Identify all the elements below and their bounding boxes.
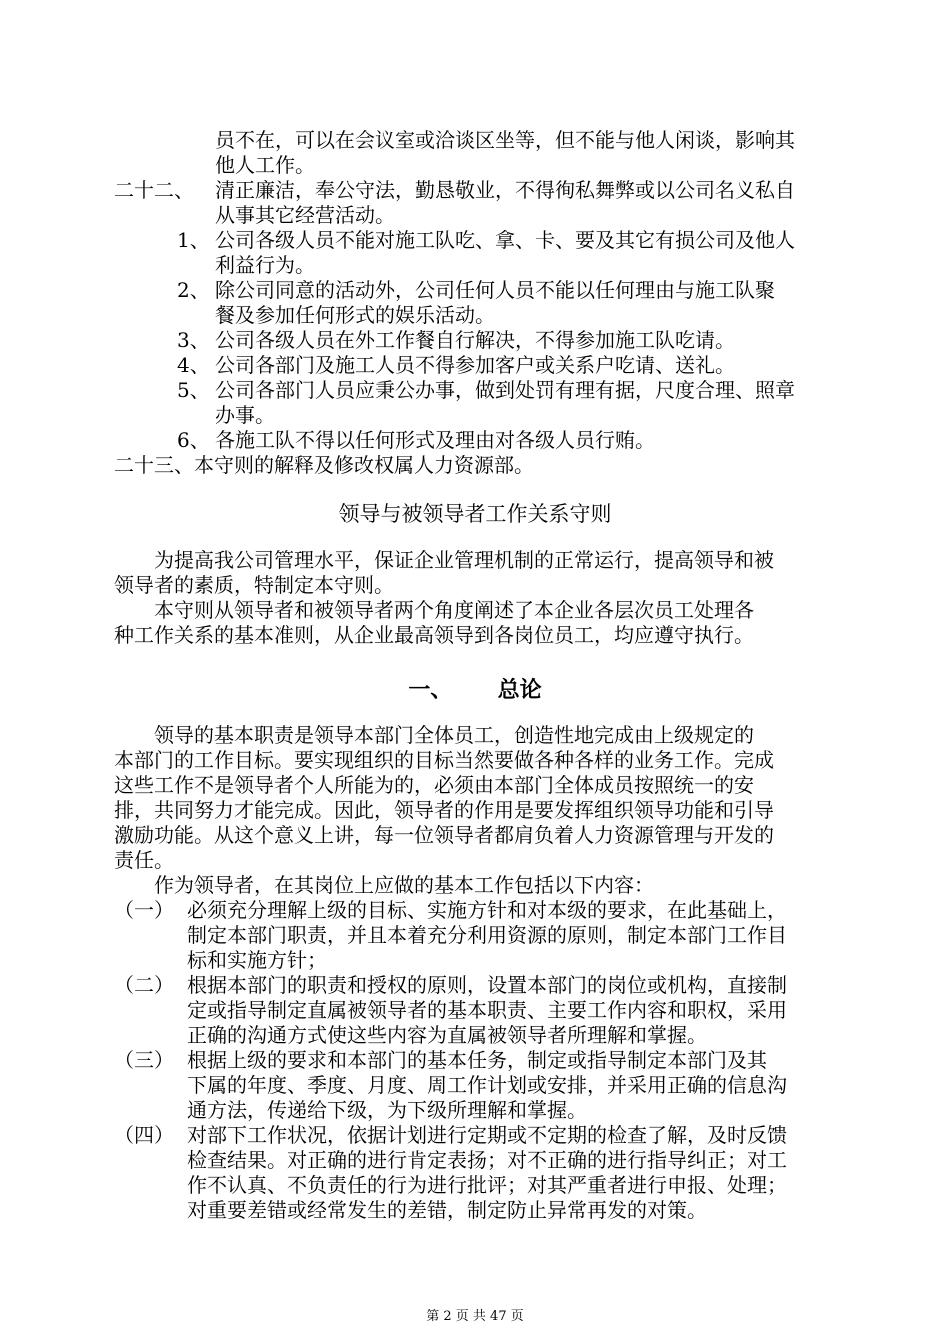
text-line: 公司各级人员不能对施工队吃、拿、卡、要及其它有损公司及他人 bbox=[215, 228, 795, 252]
text-line: 他人工作。 bbox=[215, 153, 315, 177]
duty-2 bbox=[187, 973, 787, 1048]
text-line: 标和实施方针； bbox=[187, 948, 327, 972]
text-line: 必须充分理解上级的目标、实施方针和对本级的要求，在此基础上， bbox=[187, 898, 787, 922]
text-line: 根据上级的要求和本部门的基本任务，制定或指导制定本部门及其 bbox=[187, 1048, 767, 1072]
duty-4 bbox=[187, 1123, 787, 1223]
text-line: 公司各部门及施工人员不得参加客户或关系户吃请、送礼。 bbox=[215, 353, 735, 377]
chapter-heading bbox=[0, 673, 950, 704]
text-line: 作不认真、不负责任的行为进行批评；对其严重者进行申报、处理； bbox=[187, 1173, 787, 1197]
text-line: 定或指导制定直属被领导者的基本职责、主要工作内容和职权，采用 bbox=[187, 998, 787, 1022]
duty-number: （一） bbox=[114, 898, 174, 922]
text-line: 对部下工作状况，依据计划进行定期或不定期的检查了解，及时反馈 bbox=[187, 1123, 787, 1147]
text-line: 领导的基本职责是领导本部门全体员工，创造性地完成由上级规定的 bbox=[154, 723, 754, 747]
text-line: 员不在，可以在会议室或洽谈区坐等，但不能与他人闲谈，影响其 bbox=[215, 128, 795, 152]
text-line: 公司各部门人员应秉公办事，做到处罚有理有据，尺度合理、照章 bbox=[215, 378, 795, 402]
text-line: 本守则从领导者和被领导者两个角度阐述了本企业各层次员工处理各 bbox=[154, 598, 754, 622]
text-line: 为提高我公司管理水平，保证企业管理机制的正常运行，提高领导和被 bbox=[154, 548, 774, 572]
subitem-number: 6、 bbox=[177, 428, 210, 452]
item-22-text bbox=[215, 178, 795, 228]
text-line: 二十三、本守则的解释及修改权属人力资源部。 bbox=[114, 453, 534, 477]
chapter-title: 总论 bbox=[497, 678, 542, 703]
text-line: 办事。 bbox=[215, 403, 275, 427]
text-line: 责任。 bbox=[114, 848, 174, 872]
duty-3 bbox=[187, 1048, 787, 1123]
duty-number: （四） bbox=[114, 1123, 174, 1147]
duties-intro bbox=[154, 873, 654, 898]
text-line: 作为领导者，在其岗位上应做的基本工作包括以下内容： bbox=[154, 873, 654, 897]
text-line: 排，共同努力才能完成。因此，领导者的作用是要发挥组织领导功能和引导 bbox=[114, 798, 774, 822]
continuation-text bbox=[215, 128, 795, 178]
duty-number: （三） bbox=[114, 1048, 174, 1072]
subitem-4 bbox=[215, 353, 735, 378]
text-line: 领导者的素质，特制定本守则。 bbox=[114, 573, 394, 597]
subitem-number: 5、 bbox=[177, 378, 210, 402]
text-line: 正确的沟通方式使这些内容为直属被领导者所理解和掌握。 bbox=[187, 1023, 707, 1047]
text-line: 对重要差错或经常发生的差错，制定防止异常再发的对策。 bbox=[187, 1198, 707, 1222]
subitem-number: 2、 bbox=[177, 278, 210, 302]
item-23 bbox=[114, 453, 534, 478]
text-line: 根据本部门的职责和授权的原则，设置本部门的岗位或机构，直接制 bbox=[187, 973, 787, 997]
text-line: 检查结果。对正确的进行肯定表扬；对不正确的进行指导纠正；对工 bbox=[187, 1148, 787, 1172]
text-line: 本部门的工作目标。要实现组织的目标当然要做各种各样的业务工作。完成 bbox=[114, 748, 774, 772]
text-line: 这些工作不是领导者个人所能为的，必须由本部门全体成员按照统一的安 bbox=[114, 773, 754, 797]
subitem-number: 3、 bbox=[177, 328, 210, 352]
text-line: 制定本部门职责，并且本着充分利用资源的原则，制定本部门工作目 bbox=[187, 923, 787, 947]
subitem-5 bbox=[215, 378, 795, 428]
subitem-1 bbox=[215, 228, 795, 278]
intro-paragraph-2 bbox=[114, 598, 754, 648]
section-title: 领导与被领导者工作关系守则 bbox=[338, 502, 612, 526]
text-line: 通方法，传递给下级，为下级所理解和掌握。 bbox=[187, 1098, 587, 1122]
intro-paragraph-1 bbox=[114, 548, 774, 598]
text-line: 除公司同意的活动外，公司任何人员不能以任何理由与施工队聚 bbox=[215, 278, 775, 302]
subitem-number: 1、 bbox=[177, 228, 210, 252]
subitem-3 bbox=[215, 328, 735, 353]
chapter-number: 一、 bbox=[408, 678, 453, 703]
subitem-6 bbox=[215, 428, 655, 453]
item-number: 二十二、 bbox=[114, 178, 194, 202]
duty-1 bbox=[187, 898, 787, 973]
text-line: 公司各级人员在外工作餐自行解决，不得参加施工队吃请。 bbox=[215, 328, 735, 352]
text-line: 各施工队不得以任何形式及理由对各级人员行贿。 bbox=[215, 428, 655, 452]
text-line: 餐及参加任何形式的娱乐活动。 bbox=[215, 303, 495, 327]
page-footer: 第 2 页 共 47 页 bbox=[426, 1309, 524, 1324]
text-line: 种工作关系的基本准则，从企业最高领导到各岗位员工，均应遵守执行。 bbox=[114, 623, 754, 647]
duty-number: （二） bbox=[114, 973, 174, 997]
subitem-number: 4、 bbox=[177, 353, 210, 377]
text-line: 清正廉洁，奉公守法，勤恳敬业，不得徇私舞弊或以公司名义私自 bbox=[215, 178, 795, 202]
text-line: 激励功能。从这个意义上讲，每一位领导者都肩负着人力资源管理与开发的 bbox=[114, 823, 774, 847]
subitem-2 bbox=[215, 278, 775, 328]
general-paragraph bbox=[114, 723, 774, 873]
text-line: 从事其它经营活动。 bbox=[215, 203, 395, 227]
text-line: 下属的年度、季度、月度、周工作计划或安排，并采用正确的信息沟 bbox=[187, 1073, 787, 1097]
text-line: 利益行为。 bbox=[215, 253, 315, 277]
